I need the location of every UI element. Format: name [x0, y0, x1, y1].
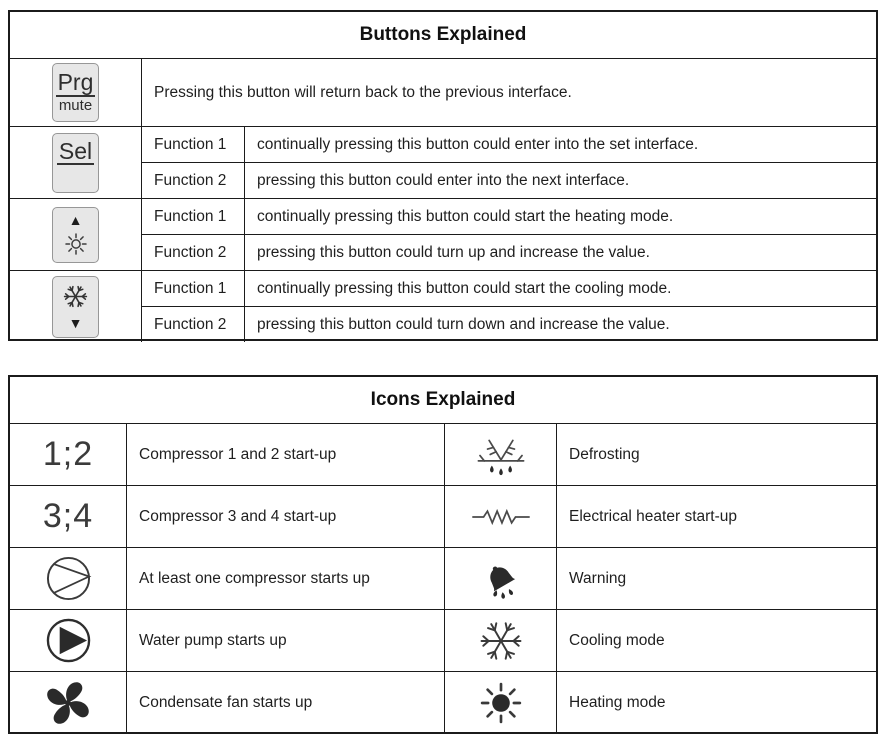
icon-description: Electrical heater start-up	[557, 485, 876, 547]
function-label: Function 1	[142, 198, 245, 234]
compressor-3-4-icon: 3;4	[10, 485, 127, 547]
icon-description: Water pump starts up	[127, 609, 445, 671]
sel-button-cell	[10, 126, 142, 198]
function-description: pressing this button could turn down and increase the value.	[245, 306, 876, 342]
mute-label: mute	[58, 96, 93, 114]
snowflake-icon	[445, 609, 557, 671]
function-label: Function 2	[142, 306, 245, 342]
condensate-fan-icon	[10, 671, 127, 733]
icon-description: Compressor 3 and 4 start-up	[127, 485, 445, 547]
down-arrow-icon: ▼	[68, 315, 83, 332]
icon-description: Warning	[557, 547, 876, 609]
prg-description: Pressing this button will return back to the previous interface.	[142, 58, 876, 126]
buttons-table-title: Buttons Explained	[359, 24, 527, 45]
defrosting-icon	[445, 423, 557, 485]
up-heat-button-icon	[52, 207, 99, 263]
icon-description: Condensate fan starts up	[127, 671, 445, 733]
up-heat-button-cell	[10, 198, 142, 270]
snowflake-icon	[62, 283, 89, 310]
function-label: Function 2	[142, 234, 245, 270]
icon-description: Compressor 1 and 2 start-up	[127, 423, 445, 485]
icon-description: Heating mode	[557, 671, 876, 733]
function-description: continually pressing this button could enter into the set interface.	[245, 126, 876, 162]
buttons-explained-table	[8, 10, 878, 341]
warning-bell-icon	[445, 547, 557, 609]
down-cool-button-icon	[52, 276, 99, 338]
icons-explained-table	[8, 375, 878, 734]
down-cool-button-cell	[10, 270, 142, 342]
function-label: Function 1	[142, 270, 245, 306]
function-description: continually pressing this button could start the cooling mode.	[245, 270, 876, 306]
function-label: Function 2	[142, 162, 245, 198]
function-label: Function 1	[142, 126, 245, 162]
function-description: pressing this button could enter into the next interface.	[245, 162, 876, 198]
icon-description: Cooling mode	[557, 609, 876, 671]
prg-mute-button-icon	[52, 63, 99, 122]
up-arrow-icon: ▲	[68, 211, 83, 228]
compressor-1-2-icon: 1;2	[10, 423, 127, 485]
sun-icon	[445, 671, 557, 733]
function-description: continually pressing this button could start the heating mode.	[245, 198, 876, 234]
water-pump-icon	[10, 609, 127, 671]
prg-label: Prg	[57, 69, 94, 96]
sel-button-icon	[52, 133, 99, 193]
electrical-heater-icon	[445, 485, 557, 547]
icon-description: At least one compressor starts up	[127, 547, 445, 609]
sun-outline-icon	[64, 232, 88, 256]
icons-table-title: Icons Explained	[370, 389, 516, 410]
icon-description: Defrosting	[557, 423, 876, 485]
compressor-icon	[10, 547, 127, 609]
sel-label: Sel	[58, 137, 93, 164]
function-description: pressing this button could turn up and increase the value.	[245, 234, 876, 270]
prg-mute-button-cell	[10, 58, 142, 126]
